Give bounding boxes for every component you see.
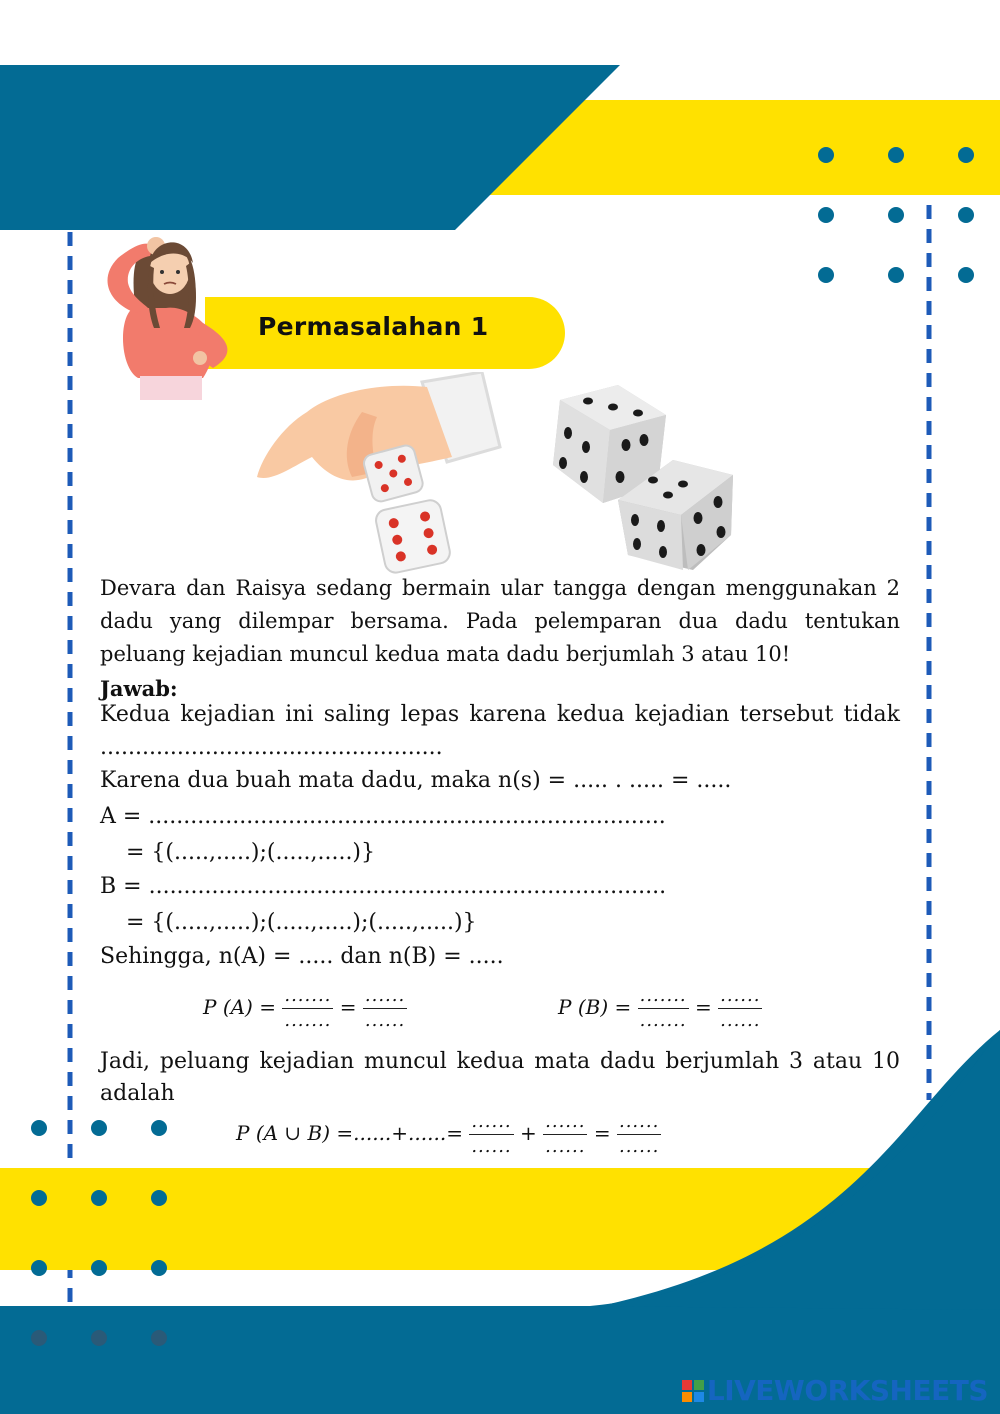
- formula-union: P (A ∪ B) =......+......= $\frac{......}{......}$ + $\frac{......}{......}$ = $\frac{......}{......}$: [236, 1111, 660, 1157]
- liveworksheets-logo: [682, 1374, 988, 1409]
- union-fraction-3[interactable]: $\frac{......}{......}$: [618, 1111, 660, 1157]
- pb-label: P (B) =: [558, 995, 632, 1019]
- formula-pb: P (B) = $\frac{.......}{.......}$ = $\frac{......}{......}$: [558, 985, 761, 1031]
- answer-blank-line[interactable]: .................................................: [100, 735, 443, 760]
- page-title: Permasalahan 1: [258, 312, 489, 341]
- problem-text: Devara dan Raisya sedang bermain ular tangga dengan menggunakan 2 dadu yang dilempar bersama. Pada pelemparan dua dadu tentukan peluang kejadian muncul kedua mata dadu berjumlah 3 atau 10!: [100, 576, 900, 666]
- sample-space-line[interactable]: Karena dua buah mata dadu, maka n(s) = ..... . ..... = .....: [100, 768, 732, 793]
- pa-fraction-1[interactable]: $\frac{.......}{.......}$: [284, 985, 332, 1031]
- union-label[interactable]: P (A ∪ B) =......+......=: [236, 1121, 463, 1145]
- pb-fraction-2[interactable]: $\frac{......}{......}$: [720, 985, 761, 1031]
- conclusion-line-1: Jadi, peluang kejadian muncul kedua mata dadu berjumlah 3 atau 10: [100, 1049, 900, 1074]
- event-a-set-line[interactable]: = {(.....,.....);(.....,.....)}: [126, 840, 376, 865]
- conclusion-line-2: adalah: [100, 1081, 175, 1106]
- two-dice-illustration: [548, 385, 738, 575]
- pb-fraction-1[interactable]: $\frac{.......}{.......}$: [639, 985, 687, 1031]
- event-a-line[interactable]: A = ..........................................................................: [100, 804, 666, 829]
- union-fraction-2[interactable]: $\frac{......}{......}$: [545, 1111, 586, 1157]
- union-fraction-1[interactable]: $\frac{......}{......}$: [471, 1111, 512, 1157]
- event-b-line[interactable]: B = ..........................................................................: [100, 874, 667, 899]
- thinking-girl-illustration: [98, 228, 243, 400]
- pa-label: P (A) =: [203, 995, 276, 1019]
- pa-fraction-2[interactable]: $\frac{......}{......}$: [364, 985, 406, 1031]
- event-b-set-line[interactable]: = {(.....,.....);(.....,.....);(.....,.....)}: [126, 910, 477, 935]
- logo-text: LIVEWORKSHEETS: [706, 1374, 988, 1407]
- formula-pa: P (A) = $\frac{.......}{.......}$ = $\frac{......}{......}$: [203, 985, 406, 1031]
- answer-label: Jawab:: [100, 676, 178, 701]
- logo-icon: [682, 1376, 704, 1409]
- counts-line[interactable]: Sehingga, n(A) = ..... dan n(B) = .....: [100, 944, 504, 969]
- hand-dice-illustration: [252, 372, 502, 587]
- answer-line-1: Kedua kejadian ini saling lepas karena kedua kejadian tersebut tidak: [100, 702, 900, 727]
